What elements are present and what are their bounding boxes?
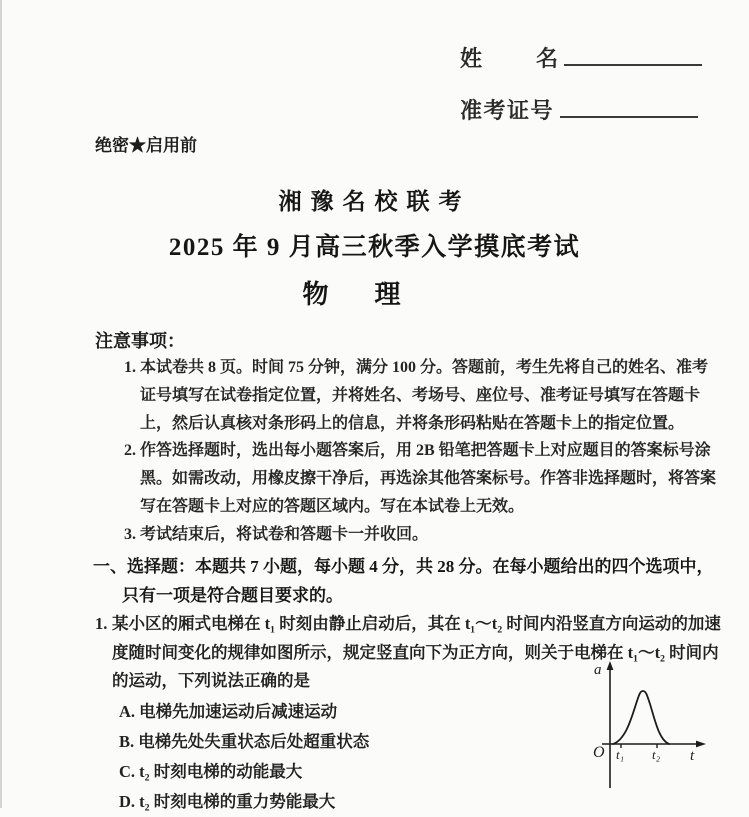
origin-label: O xyxy=(593,744,605,761)
notice-item-3-number: 3. xyxy=(124,525,136,543)
candidate-info-block xyxy=(460,42,702,146)
acceleration-time-graph xyxy=(585,656,735,808)
ticket-label: 准考证号 xyxy=(460,98,555,123)
notice-item-3-text: 考试结束后，将试卷和答题卡一并收回。 xyxy=(140,525,429,543)
exam-title: 湘豫名校联考 xyxy=(278,189,471,214)
option-b: B. 电梯先处失重状态后处超重状态 xyxy=(119,732,370,751)
ticket-input-line[interactable] xyxy=(560,116,698,118)
notice-heading: 注意事项： xyxy=(95,331,185,351)
question-1-options xyxy=(119,697,589,817)
x-axis-label: t xyxy=(690,748,695,764)
x-axis-arrow-icon xyxy=(696,741,706,748)
question-1-number: 1. xyxy=(95,614,108,633)
notice-item-1-text: 本试卷共 8 页。时间 75 分钟，满分 100 分。答题前，考生先将自己的姓名、准考证号填写在试卷指定位置，并将姓名、考场号、座位号、准考证号填写在答题卡上，然后认真核对条形码上的信息，并将条形码粘贴在答题卡上的指定位置。 xyxy=(140,359,709,432)
option-d: D. t₂ 时刻电梯的重力势能最大 xyxy=(119,792,336,811)
name-label: 姓名 xyxy=(460,46,613,71)
t1-label: t₁ xyxy=(616,747,625,762)
option-a: A. 电梯先加速运动后减速运动 xyxy=(119,702,338,721)
y-axis-arrow-icon xyxy=(607,661,614,670)
acceleration-curve xyxy=(613,691,669,744)
option-c: C. t₂ 时刻电梯的动能最大 xyxy=(119,762,303,781)
notice-item-1-number: 1. xyxy=(124,359,136,376)
notice-item-3 xyxy=(124,521,720,549)
section-heading: 一、选择题：本题共 7 小题，每小题 4 分，共 28 分。在每小题给出的四个选项中，只有一项是符合题目要求的。 xyxy=(93,557,714,605)
name-row xyxy=(460,42,702,73)
classification-label: 绝密★启用前 xyxy=(95,136,197,155)
notice-item-2-text: 作答选择题时，选出每小题答案后，用 2B 铅笔把答题卡上对应题目的答案标号涂黑。如需改动，用橡皮擦干净后，再选涂其他答案标号。作答非选择题时，将答案写在答题卡上对应的答题区域内。写在本试卷上无效。 xyxy=(140,442,717,515)
notice-item-2 xyxy=(124,437,720,520)
scan-edge-line xyxy=(0,0,2,808)
question-1-text: 某小区的厢式电梯在 t₁ 时刻由静止启动后，其在 t₁～t₂ 时间内沿竖直方向运动的加速度随时间变化的规律如图所示，规定竖直向下为正方向，则关于电梯在 t₁～t₂ 时间内的运动，下列说法正确的是 xyxy=(112,614,721,690)
ticket-row xyxy=(460,94,702,125)
notice-list xyxy=(124,354,720,549)
exam-subtitle: 2025 年 9 月高三秋季入学摸底考试 xyxy=(168,234,581,261)
y-axis-label: a xyxy=(594,662,602,678)
exam-subject: 物理 xyxy=(302,280,447,309)
notice-item-1 xyxy=(124,354,720,437)
name-input-line[interactable] xyxy=(564,64,702,66)
notice-item-2-number: 2. xyxy=(124,442,136,460)
t2-label: t₂ xyxy=(652,747,661,762)
